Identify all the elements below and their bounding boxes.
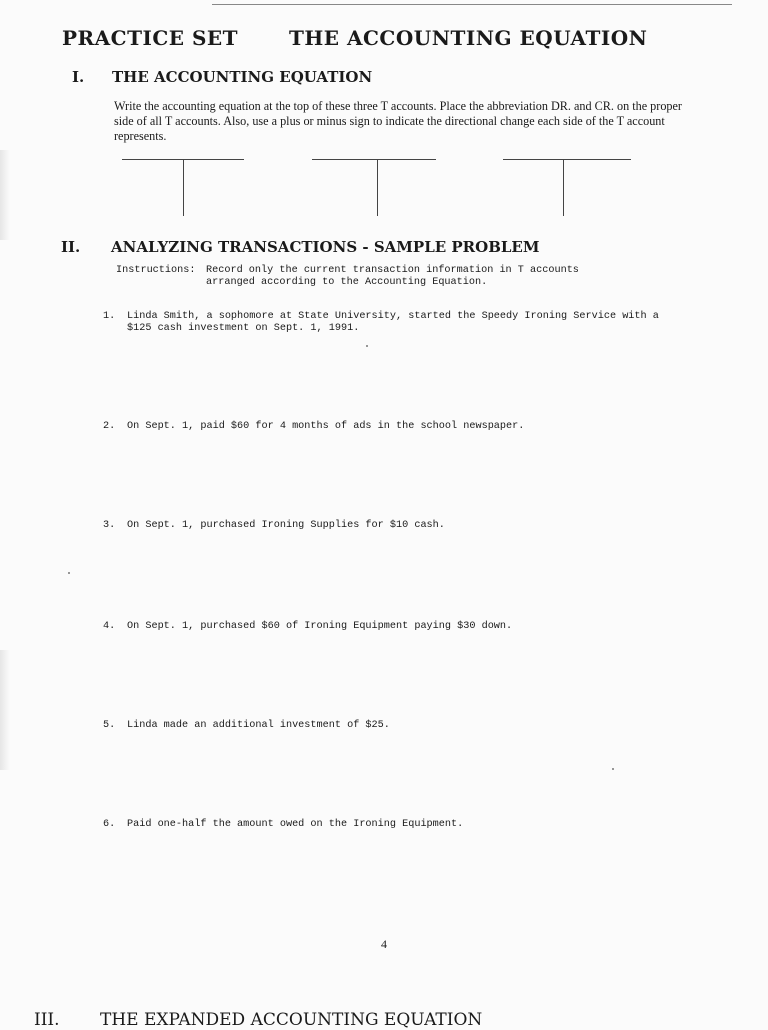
problem-item [103, 819, 703, 831]
page-number: 4 [381, 937, 387, 951]
problem-text: On Sept. 1, purchased Ironing Supplies for $10 cash. [127, 520, 445, 531]
problem-text: On Sept. 1, purchased $60 of Ironing Equipment paying $30 down. [127, 621, 513, 632]
problem-number: 6. [103, 819, 116, 830]
scan-speck [366, 345, 368, 347]
section-2-instructions [116, 265, 676, 289]
section-1-title: THE ACCOUNTING EQUATION [112, 68, 373, 86]
problem-number: 5. [103, 720, 116, 731]
problem-item [103, 720, 703, 732]
section-3-number: III. [34, 1010, 60, 1030]
scan-speck [68, 572, 70, 574]
document-title [62, 26, 682, 50]
problem-number: 1. [103, 311, 116, 322]
section-2-title: ANALYZING TRANSACTIONS - SAMPLE PROBLEM [111, 238, 540, 256]
t-account-1 [122, 159, 244, 217]
section-2-heading [61, 238, 539, 256]
top-rule [212, 4, 732, 5]
problem-item [103, 520, 703, 532]
section-1-number: I. [72, 68, 85, 86]
problem-item [103, 421, 703, 433]
t-account-2 [312, 159, 436, 217]
title-accounting-equation: THE ACCOUNTING EQUATION [289, 26, 648, 50]
problem-number: 2. [103, 421, 116, 432]
problem-number: 4. [103, 621, 116, 632]
problem-number: 3. [103, 520, 116, 531]
section-3-heading [34, 1010, 482, 1030]
problem-text: On Sept. 1, paid $60 for 4 months of ads in the school newspaper. [127, 421, 525, 432]
section-3-title: THE EXPANDED ACCOUNTING EQUATION [100, 1010, 483, 1030]
problem-item [103, 621, 703, 633]
section-2-number: II. [61, 238, 81, 256]
scan-edge-shadow [0, 650, 10, 770]
section-1-heading [72, 68, 372, 86]
problem-text: Paid one-half the amount owed on the Ironing Equipment. [127, 819, 464, 830]
problem-text: Linda Smith, a sophomore at State University, started the Speedy Ironing Service with a $125 cash investment on Sept. 1, 1991. [127, 311, 659, 334]
t-account-3 [503, 159, 631, 217]
title-practice-set: PRACTICE SET [62, 26, 239, 50]
scan-speck [612, 768, 614, 770]
problem-text: Linda made an additional investment of $25. [127, 720, 390, 731]
problem-item [103, 311, 703, 335]
instructions-label: Instructions: [116, 265, 196, 276]
scan-edge-shadow [0, 150, 10, 240]
instructions-text: Record only the current transaction information in T accounts arranged according to the Accounting Equation. [206, 265, 579, 288]
section-1-instructions: Write the accounting equation at the top of these three T accounts. Place the abbreviation DR. and CR. on the proper side of all T accounts. Also, use a plus or minus sign to indicate the directional change each side of the T account represents. [114, 99, 682, 143]
